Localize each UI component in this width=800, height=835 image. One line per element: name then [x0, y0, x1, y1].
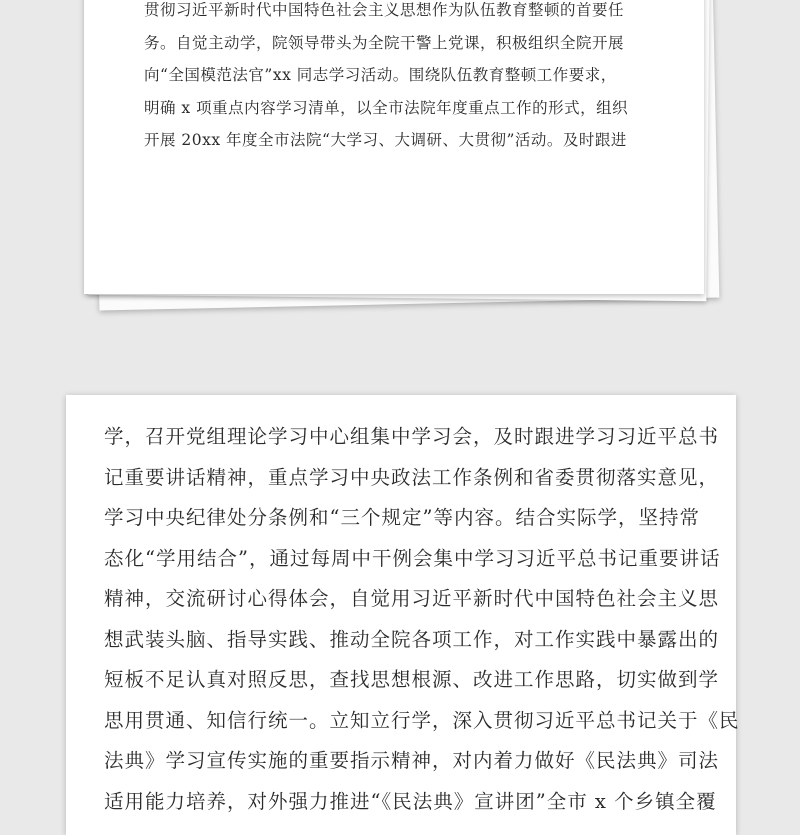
- text-line: 精神，交流研讨心得体会，自觉用习近平新时代中国特色社会主义思: [104, 587, 720, 610]
- text-line: 学习中央纪律处分条例和“三个规定”等内容。结合实际学，坚持常: [104, 506, 700, 529]
- bottom-page-text: [104, 417, 740, 822]
- text-line: 想武装头脑、指导实践、推动全院各项工作，对工作实践中暴露出的: [104, 627, 720, 651]
- top-document-stack: [0, 0, 800, 310]
- top-page-text: [144, 0, 664, 157]
- text-line: 明确 x 项重点内容学习清单，以全市法院年度重点工作的形式，组织: [144, 98, 629, 117]
- text-line: 务。自觉主动学，院领导带头为全院干警上党课，积极组织全院开展: [144, 33, 625, 52]
- front-paper-sheet: [84, 0, 704, 294]
- text-line: 开展 20xx 年度全市法院“大学习、大调研、大贯彻”活动。及时跟进: [144, 131, 627, 149]
- text-line: 态化“学用结合”，通过每周中干例会集中学习习近平总书记重要讲话: [104, 546, 721, 570]
- text-line: 学，召开党组理论学习中心组集中学习会，及时跟进学习习近平总书: [104, 425, 720, 448]
- text-line: 短板不足认真对照反思，查找思想根源、改进工作思路，切实做到学: [104, 668, 720, 691]
- text-line: 适用能力培养，对外强力推进“《民法典》宣讲团”全市 x 个乡镇全覆: [104, 789, 717, 813]
- text-line: 记重要讲话精神，重点学习中央政法工作条例和省委贯彻落实意见，: [104, 465, 720, 489]
- text-line: 向“全国模范法官”xx 同志学习活动。围绕队伍教育整顿工作要求，: [144, 66, 617, 84]
- text-line: 思用贯通、知信行统一。立知立行学，深入贯彻习近平总书记关于《民: [104, 708, 740, 732]
- bottom-paper-sheet: [66, 395, 740, 835]
- text-line: 法典》学习宣传实施的重要指示精神，对内着力做好《民法典》司法: [104, 749, 720, 772]
- text-line: 贯彻习近平新时代中国特色社会主义思想作为队伍教育整顿的首要任: [144, 1, 625, 19]
